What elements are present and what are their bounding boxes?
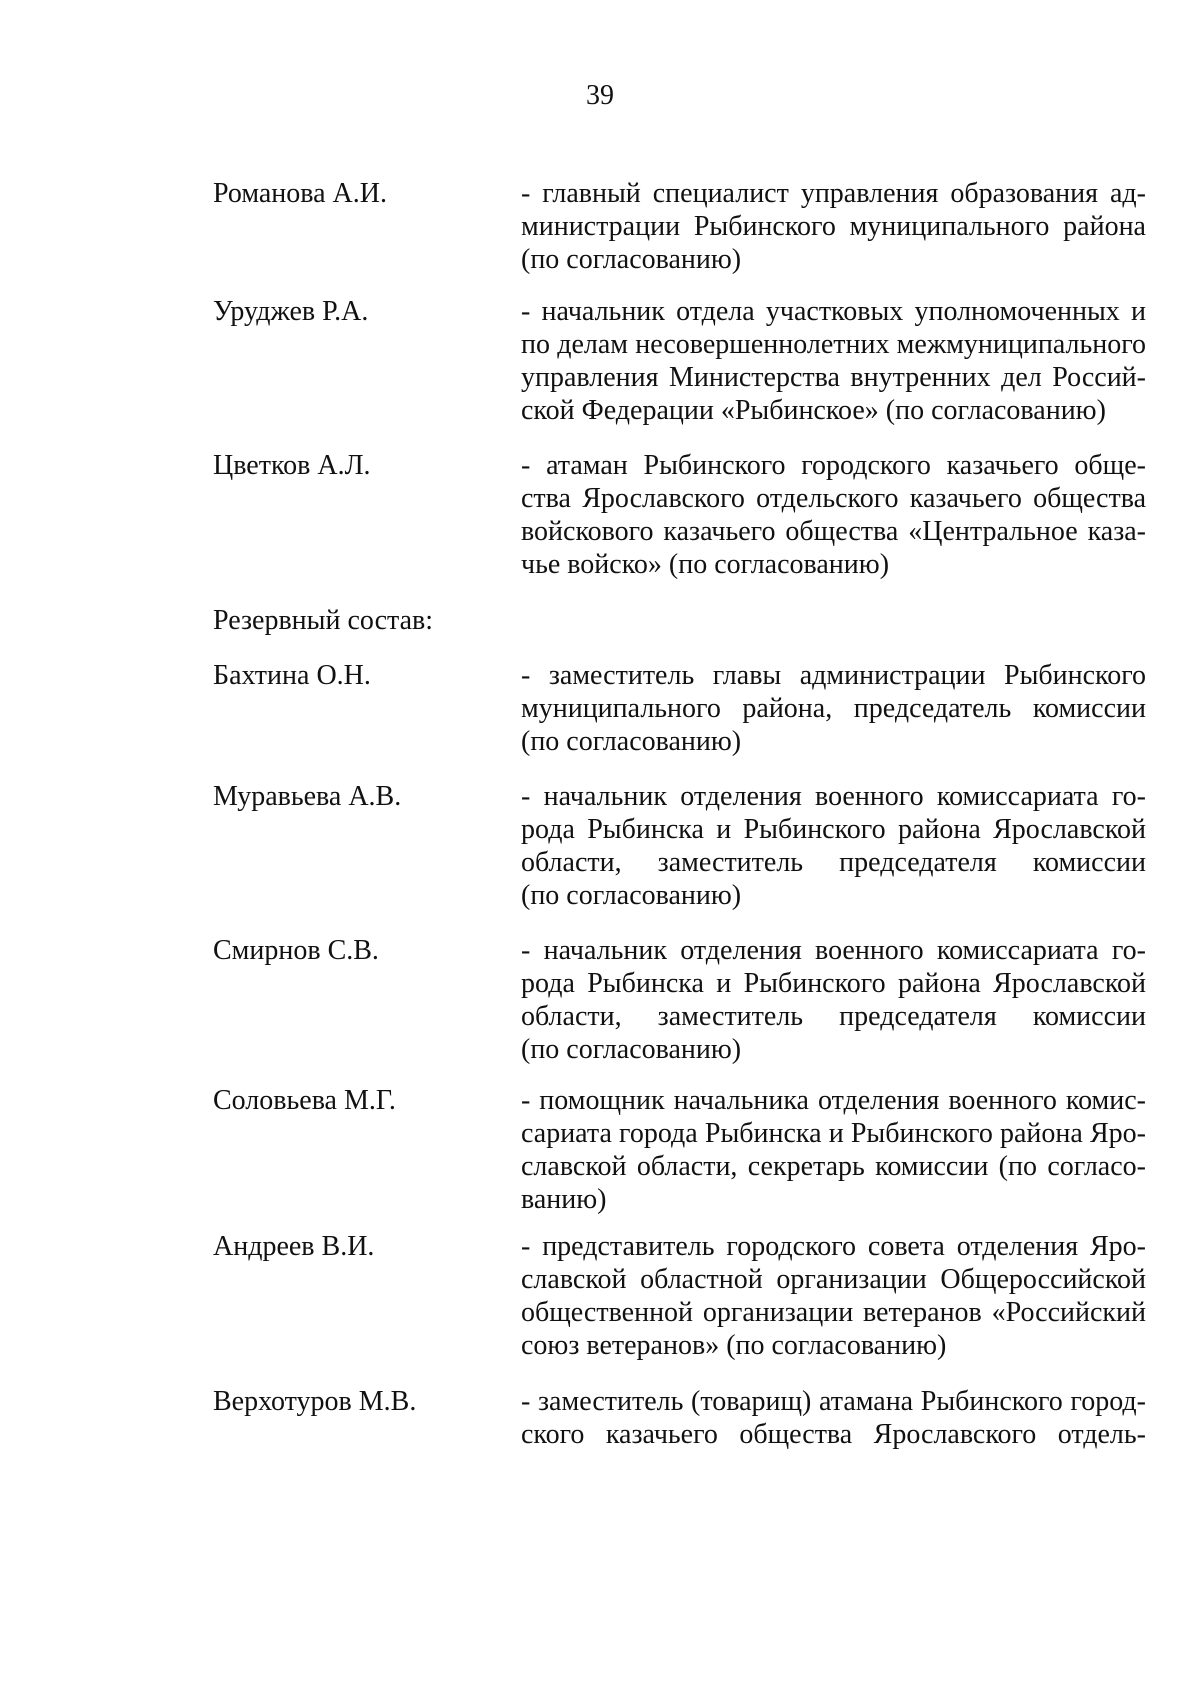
member-name: Андреев В.И. <box>213 1231 375 1262</box>
reserve-heading: Резервный состав: <box>213 605 434 636</box>
member-description-line: управления Министерства внутренних дел Россий- <box>521 362 1146 393</box>
member-description-line: - помощник начальника отделения военного комис- <box>521 1085 1146 1116</box>
member-description-line: (по согласованию) <box>521 1034 742 1065</box>
member-name: Муравьева А.В. <box>213 781 402 812</box>
member-description-line: сариата города Рыбинска и Рыбинского района Яро- <box>521 1118 1146 1149</box>
member-description-line: ской Федерации «Рыбинское» (по согласованию) <box>521 395 1106 426</box>
member-description-line: области, заместитель председателя комиссии <box>521 847 1146 878</box>
member-description-line: (по согласованию) <box>521 726 742 757</box>
page-number: 39 <box>586 80 614 111</box>
member-description-line: министрации Рыбинского муниципального района <box>521 211 1146 242</box>
member-description-line: рода Рыбинска и Рыбинского района Ярославской <box>521 968 1146 999</box>
member-description-line: - атаман Рыбинского городского казачьего обще- <box>521 450 1146 481</box>
member-name: Верхотуров М.В. <box>213 1386 417 1417</box>
member-description-line: области, заместитель председателя комиссии <box>521 1001 1146 1032</box>
member-description-line: ского казачьего общества Ярославского отдель- <box>521 1419 1146 1450</box>
member-description-line: войскового казачьего общества «Центральное каза- <box>521 516 1146 547</box>
member-description-line: ства Ярославского отдельского казачьего общества <box>521 483 1146 514</box>
member-name: Бахтина О.Н. <box>213 660 371 691</box>
member-description-line: - заместитель (товарищ) атамана Рыбинского город- <box>521 1386 1146 1417</box>
member-description-line: рода Рыбинска и Рыбинского района Ярославской <box>521 814 1146 845</box>
member-description-line: общественной организации ветеранов «Российский <box>521 1297 1146 1328</box>
member-description-line: - начальник отделения военного комиссариата го- <box>521 781 1146 812</box>
member-description-line: по делам несовершеннолетних межмуниципального <box>521 329 1146 360</box>
member-description-line: - начальник отдела участковых уполномоченных и <box>521 296 1146 327</box>
member-description-line: - начальник отделения военного комиссариата го- <box>521 935 1146 966</box>
member-name: Цветков А.Л. <box>213 450 371 481</box>
member-name: Соловьева М.Г. <box>213 1085 396 1116</box>
member-name: Романова А.И. <box>213 178 388 209</box>
member-description-line: - главный специалист управления образования ад- <box>521 178 1146 209</box>
member-description-line: союз ветеранов» (по согласованию) <box>521 1330 947 1361</box>
member-description-line: - представитель городского совета отделения Яро- <box>521 1231 1146 1262</box>
member-description-line: (по согласованию) <box>521 880 742 911</box>
member-description-line: чье войско» (по согласованию) <box>521 549 890 580</box>
member-description-line: муниципального района, председатель комиссии <box>521 693 1146 724</box>
member-name: Уруджев Р.А. <box>213 296 369 327</box>
member-name: Смирнов С.В. <box>213 935 379 966</box>
member-description-line: славской областной организации Общероссийской <box>521 1264 1146 1295</box>
member-description-line: ванию) <box>521 1184 607 1215</box>
member-description-line: - заместитель главы администрации Рыбинского <box>521 660 1146 691</box>
member-description-line: (по согласованию) <box>521 244 742 275</box>
member-description-line: славской области, секретарь комиссии (по согласо- <box>521 1151 1146 1182</box>
